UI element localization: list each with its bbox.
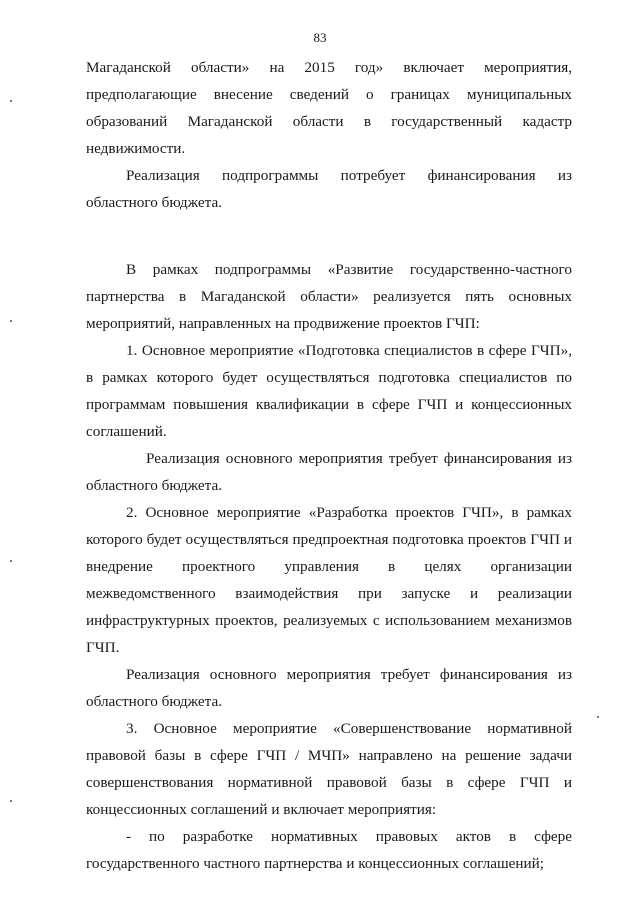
scan-speck — [10, 320, 12, 322]
paragraph-activity-2: 2. Основное мероприятие «Разработка проектов ГЧП», в рамках которого будет осуществляться предпроектная подготовка проектов ГЧП и внедрение проектного управления в целях организации межведомственного взаимодействия при запуске и реализации инфраструктурных проектов, реализуемых с использованием механизмов ГЧП. — [86, 504, 572, 656]
paragraph-gchp-intro: В рамках подпрограммы «Развитие государственно-частного партнерства в Магаданской области» реализуется пять основных мероприятий, направленных на продвижение проектов ГЧП: — [86, 261, 572, 332]
scan-speck — [10, 560, 12, 562]
paragraph-subprogram-funding: Реализация подпрограммы потребует финансирования из областного бюджета. — [86, 167, 572, 211]
paragraph-gap — [86, 216, 572, 256]
paragraph-activity-1: 1. Основное мероприятие «Подготовка специалистов в сфере ГЧП», в рамках которого будет осуществляться подготовка специалистов по программам повышения квалификации в сфере ГЧП и концессионных соглашений. — [86, 342, 572, 440]
paragraph-activity-3: 3. Основное мероприятие «Совершенствование нормативной правовой базы в сфере ГЧП / МЧП» направлено на решение задачи совершенствования нормативной правовой базы в сфере ГЧП и концессионных соглашений и включает мероприятия: — [86, 720, 572, 818]
paragraph-activity-2-funding: Реализация основного мероприятия требует финансирования из областного бюджета. — [86, 666, 572, 710]
scan-speck — [597, 716, 599, 718]
paragraph-cadastre: Магаданской области» на 2015 год» включает мероприятия, предполагающие внесение сведений о границах муниципальных образований Магаданской области в государственный кадастр недвижимости. — [86, 59, 572, 157]
scan-speck — [10, 800, 12, 802]
paragraph-bullet-legal-acts: - по разработке нормативных правовых актов в сфере государственного частного партнерства и концессионных соглашений; — [86, 828, 572, 872]
document-body — [86, 54, 572, 877]
paragraph-activity-1-funding: Реализация основного мероприятия требует финансирования из областного бюджета. — [86, 450, 572, 494]
page-number: 83 — [313, 30, 327, 45]
scan-speck — [10, 100, 12, 102]
